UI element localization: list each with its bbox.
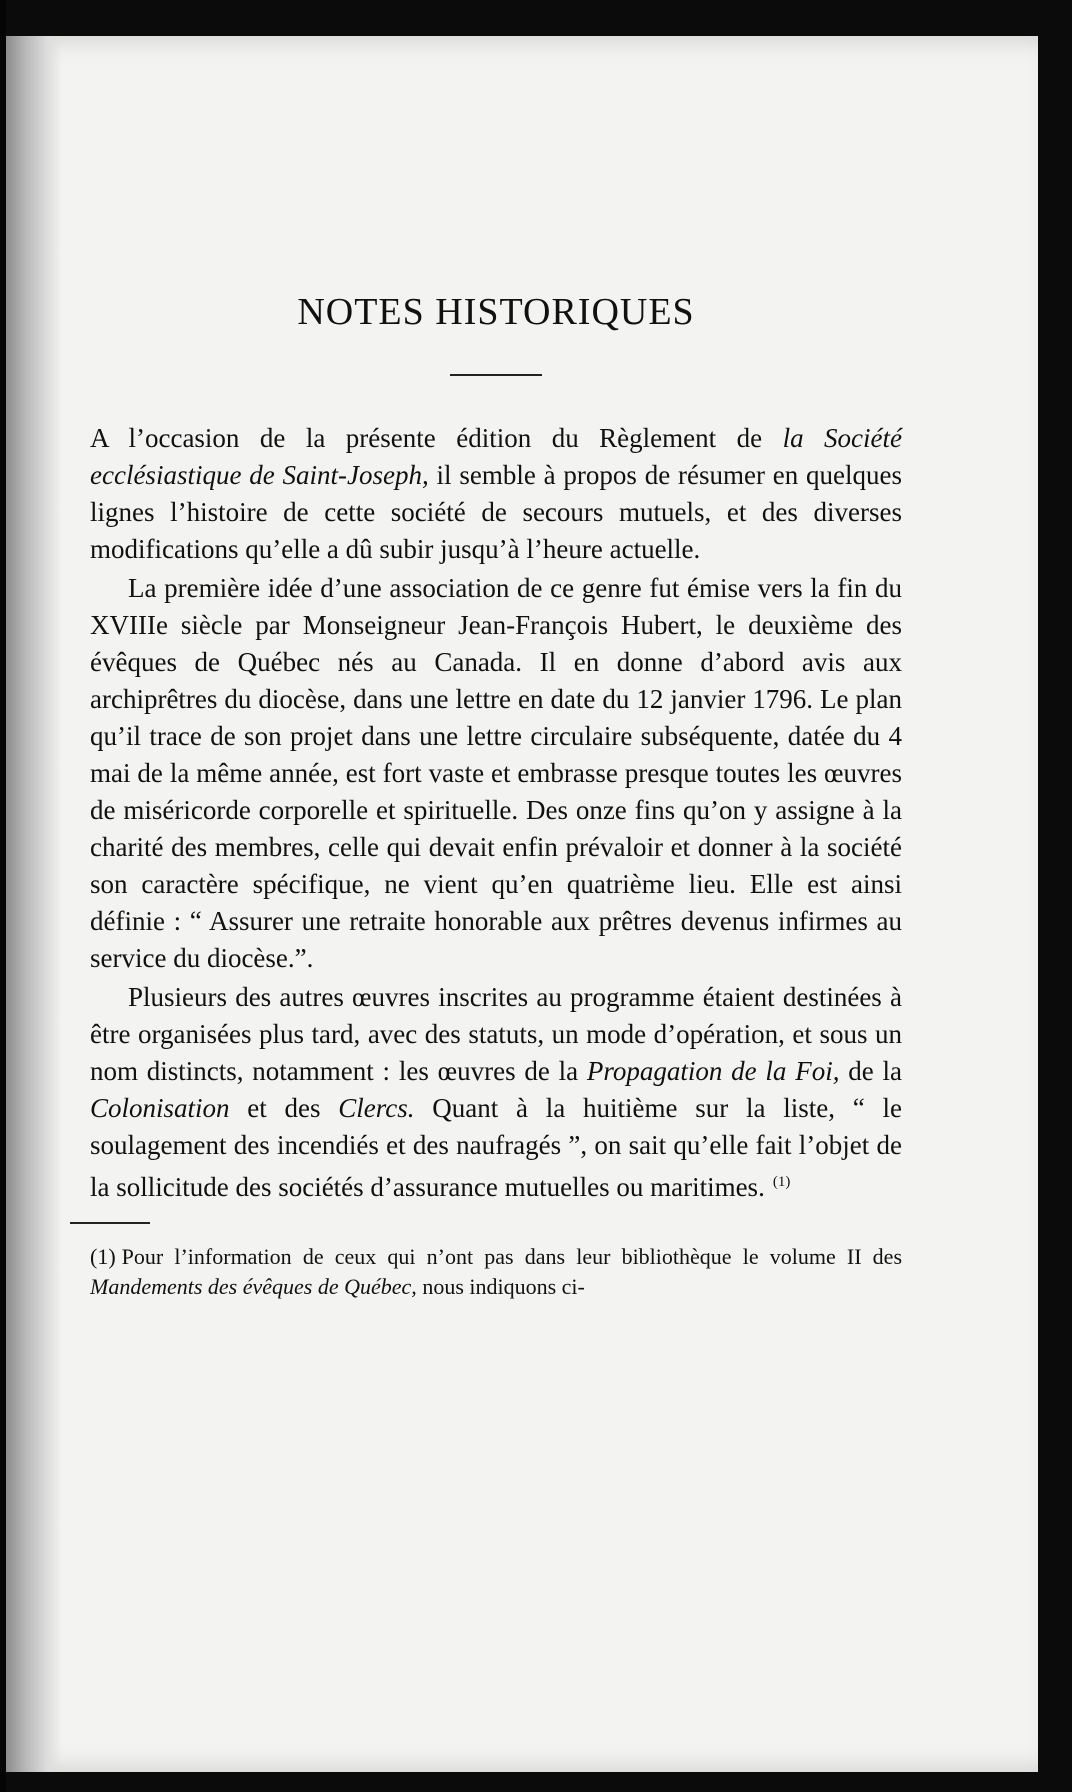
paragraph-3-part-3: de la xyxy=(839,1056,902,1086)
paragraph-3-part-1: Plusieurs des autres œuvres inscrites au programme étaient destinées à être organisées plus tard, avec des statuts, un mode d’opération, et sous un nom distincts, notamment : les œuvres de la xyxy=(90,982,902,1086)
paragraph-1 xyxy=(90,420,902,568)
footnote-part-2: Mandements des évêques de Québec, xyxy=(90,1274,417,1299)
paragraph-3-part-4: Colonisation xyxy=(90,1093,230,1123)
paragraph-3-part-2: Propagation de la Foi, xyxy=(586,1056,840,1086)
title-rule xyxy=(450,374,542,376)
page-content xyxy=(90,290,902,1302)
footnote-mark: (1) xyxy=(90,1244,116,1269)
paragraph-3 xyxy=(90,979,902,1206)
paragraph-2-part-1: La première idée d’une association de ce genre fut émise vers la fin du XVIIIe siècle par Monseigneur Jean-François Hubert, le deuxième des évêques de Québec nés au Canada. Il en donne d’abord avis aux archiprêtres du diocèse, dans une lettre en date du 12 janvier 1796. Le plan qu’il trace de son projet dans une lettre circulaire subséquente, datée du 4 mai de la même année, est fort vaste et embrasse presque toutes les œuvres de miséricorde corporelle et spirituelle. Des onze fins qu’on y assigne à la charité des membres, celle qui devait enfin prévaloir et donner à la société son caractère spécifique, ne vient qu’en quatrième lieu. Elle est ainsi définie : “ Assurer une retraite honorable aux prêtres devenus infirmes au service du diocèse.”. xyxy=(90,573,902,973)
footnote-reference: (1) xyxy=(772,1174,791,1190)
paragraph-3-part-7: Quant à la huitième sur la liste, “ le soulagement des incendiés et des naufragés ”, on sait qu’elle fait l’objet de la sollicitude des sociétés d’assurance mutuelles ou maritimes. xyxy=(90,1093,902,1202)
page-title: NOTES HISTORIQUES xyxy=(297,291,695,333)
footnote-rule xyxy=(70,1222,150,1224)
paragraph-3-part-5: et des xyxy=(229,1093,339,1123)
book-spine-shadow xyxy=(6,36,62,1772)
paragraph-1-part-1: A l’occasion de la présente édition du Règlement de xyxy=(90,423,783,453)
paragraph-1-part-3: il semble à propos de résumer en quelques lignes l’histoire de cette société de secours mutuels, et des diverses modifications qu’elle a dû subir jusqu’à l’heure actuelle. xyxy=(90,460,902,564)
paragraph-3-part-6: Clercs. xyxy=(338,1093,415,1123)
paragraph-2 xyxy=(90,570,902,977)
footnote xyxy=(90,1242,902,1302)
footnote-part-3: nous indiquons ci- xyxy=(416,1274,585,1299)
paragraph-1-part-2: la Société ecclésiastique de Saint-Joseph, xyxy=(90,423,902,490)
footnote-part-1: Pour l’information de ceux qui n’ont pas dans leur bibliothèque le volume II des xyxy=(121,1244,902,1269)
